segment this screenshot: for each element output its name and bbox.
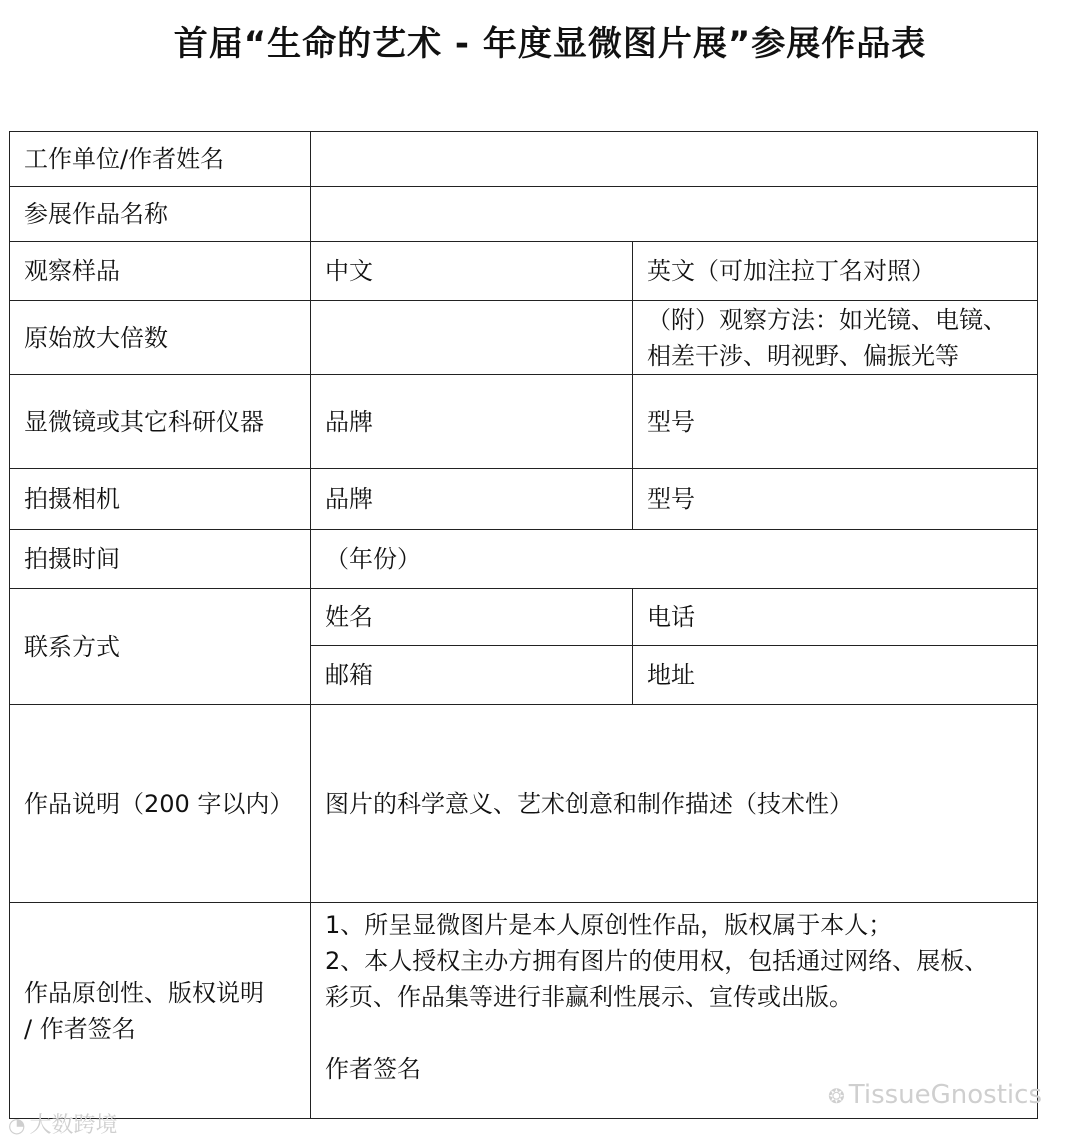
label-work-name: 参展作品名称	[10, 187, 311, 242]
field-contact-name[interactable]: 姓名	[311, 589, 633, 646]
entry-form-table	[9, 131, 1038, 1119]
observation-method-line1: （附）观察方法：如光镜、电镜、	[647, 305, 1007, 334]
label-copyright-line1: 作品原创性、版权说明	[24, 978, 264, 1007]
label-sample: 观察样品	[10, 242, 311, 301]
field-contact-phone[interactable]: 电话	[633, 589, 1038, 646]
field-description[interactable]: 图片的科学意义、艺术创意和制作描述（技术性）	[311, 705, 1038, 903]
row-description	[10, 705, 1038, 903]
copyright-line1: 1、所呈显微图片是本人原创性作品，版权属于本人；	[325, 911, 893, 939]
label-copyright	[10, 903, 311, 1119]
field-sample-chinese[interactable]: 中文	[311, 242, 633, 301]
field-observation-method[interactable]	[633, 301, 1038, 375]
field-shoot-time[interactable]: （年份）	[311, 530, 1038, 589]
label-microscope: 显微镜或其它科研仪器	[10, 375, 311, 469]
label-shoot-time: 拍摄时间	[10, 530, 311, 589]
row-shoot-time	[10, 530, 1038, 589]
label-copyright-line2: / 作者签名	[24, 1014, 136, 1043]
field-camera-brand[interactable]: 品牌	[311, 469, 633, 530]
field-microscope-model[interactable]: 型号	[633, 375, 1038, 469]
author-signature-label[interactable]: 作者签名	[325, 1055, 421, 1083]
label-camera: 拍摄相机	[10, 469, 311, 530]
row-work-name	[10, 187, 1038, 242]
field-unit-author[interactable]	[311, 132, 1038, 187]
row-magnification	[10, 301, 1038, 375]
label-contact: 联系方式	[10, 589, 311, 705]
field-sample-english[interactable]: 英文（可加注拉丁名对照）	[633, 242, 1038, 301]
form-title: 首届“生命的艺术 - 年度显微图片展”参展作品表	[173, 24, 927, 64]
field-work-name[interactable]	[311, 187, 1038, 242]
wechat-icon: ❂	[828, 1084, 845, 1108]
label-unit-author: 工作单位/作者姓名	[10, 132, 311, 187]
row-microscope	[10, 375, 1038, 469]
watermark-right-text: TissueGnostics	[848, 1080, 1042, 1110]
watermark-left-text: 大数跨境	[29, 1113, 118, 1138]
row-sample	[10, 242, 1038, 301]
watermark-right	[828, 1080, 1042, 1110]
field-contact-email[interactable]: 邮箱	[311, 646, 633, 705]
label-magnification: 原始放大倍数	[10, 301, 311, 375]
copyright-line2: 2、本人授权主办方拥有图片的使用权，包括通过网络、展板、	[325, 947, 989, 975]
label-description: 作品说明（200 字以内）	[10, 705, 311, 903]
copyright-line3: 彩页、作品集等进行非赢利性展示、宣传或出版。	[325, 983, 853, 1011]
field-magnification[interactable]	[311, 301, 633, 375]
row-camera	[10, 469, 1038, 530]
field-contact-address[interactable]: 地址	[633, 646, 1038, 705]
row-unit-author	[10, 132, 1038, 187]
row-contact-1	[10, 589, 1038, 646]
observation-method-line2: 相差干涉、明视野、偏振光等	[647, 341, 959, 370]
field-microscope-brand[interactable]: 品牌	[311, 375, 633, 469]
watermark-logo-icon: ◔	[8, 1113, 26, 1137]
watermark-left	[8, 1108, 117, 1139]
field-camera-model[interactable]: 型号	[633, 469, 1038, 530]
